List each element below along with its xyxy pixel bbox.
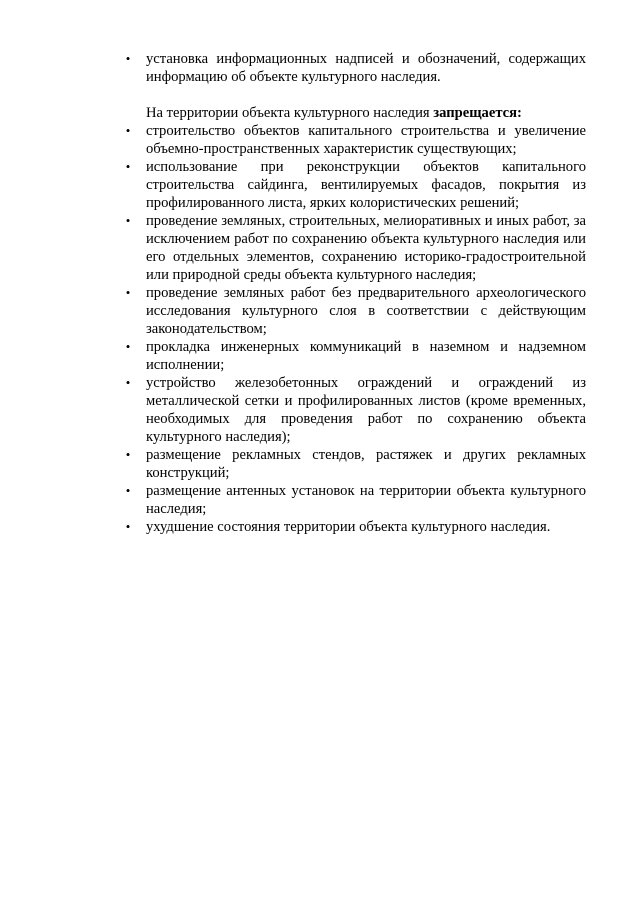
list-item [125, 50, 586, 86]
list-item-text: использование при реконструкции объектов капитального строительства сайдинга, вентилируемых фасадов, покрытия из профилированного листа, ярких колористических решений; [146, 159, 586, 211]
bullet-icon: • [125, 375, 131, 390]
bullet-icon: • [125, 213, 131, 228]
list-item-text: прокладка инженерных коммуникаций в наземном и надземном исполнении; [146, 339, 586, 373]
prohibited-list [125, 122, 586, 536]
list-item-text: устройство железобетонных ограждений и ограждений из металлической сетки и профилированных листов (кроме временных, необходимых для проведения работ по сохранению объекта культурного наследия); [146, 375, 586, 445]
bullet-icon: • [125, 483, 131, 498]
list-item [125, 158, 586, 212]
list-item-text: установка информационных надписей и обозначений, содержащих информацию об объекте культурного наследия. [146, 51, 586, 85]
list-item [125, 212, 586, 284]
bullet-icon: • [125, 51, 131, 66]
bullet-icon: • [125, 123, 131, 138]
list-item-text: проведение земляных работ без предварительного археологического исследования культурного слоя в соответствии с действующим законодательством; [146, 285, 586, 337]
list-item-text: ухудшение состояния территории объекта культурного наследия. [146, 519, 551, 535]
list-item [125, 122, 586, 158]
list-item [125, 374, 586, 446]
bullet-icon: • [125, 519, 131, 534]
section-intro-bold: запрещается: [433, 105, 522, 121]
document-body [125, 50, 586, 536]
list-item-text: размещение антенных установок на территории объекта культурного наследия; [146, 483, 586, 517]
list-item [125, 518, 586, 536]
list-item-text: размещение рекламных стендов, растяжек и других рекламных конструкций; [146, 447, 586, 481]
list-item-text: строительство объектов капитального строительства и увеличение объемно-пространственных характеристик существующих; [146, 123, 586, 157]
list-item [125, 446, 586, 482]
section-intro-text: На территории объекта культурного наследия [146, 105, 434, 121]
bullet-icon: • [125, 285, 131, 300]
section-intro [146, 104, 586, 122]
list-item [125, 482, 586, 518]
bullet-icon: • [125, 159, 131, 174]
list-item [125, 338, 586, 374]
allowed-list [125, 50, 586, 86]
bullet-icon: • [125, 447, 131, 462]
bullet-icon: • [125, 339, 131, 354]
list-item [125, 284, 586, 338]
list-item-text: проведение земляных, строительных, мелиоративных и иных работ, за исключением работ по сохранению объекта культурного наследия или его отдельных элементов, сохранению историко-градостроительной или природной среды объекта культурного наследия; [146, 213, 586, 283]
